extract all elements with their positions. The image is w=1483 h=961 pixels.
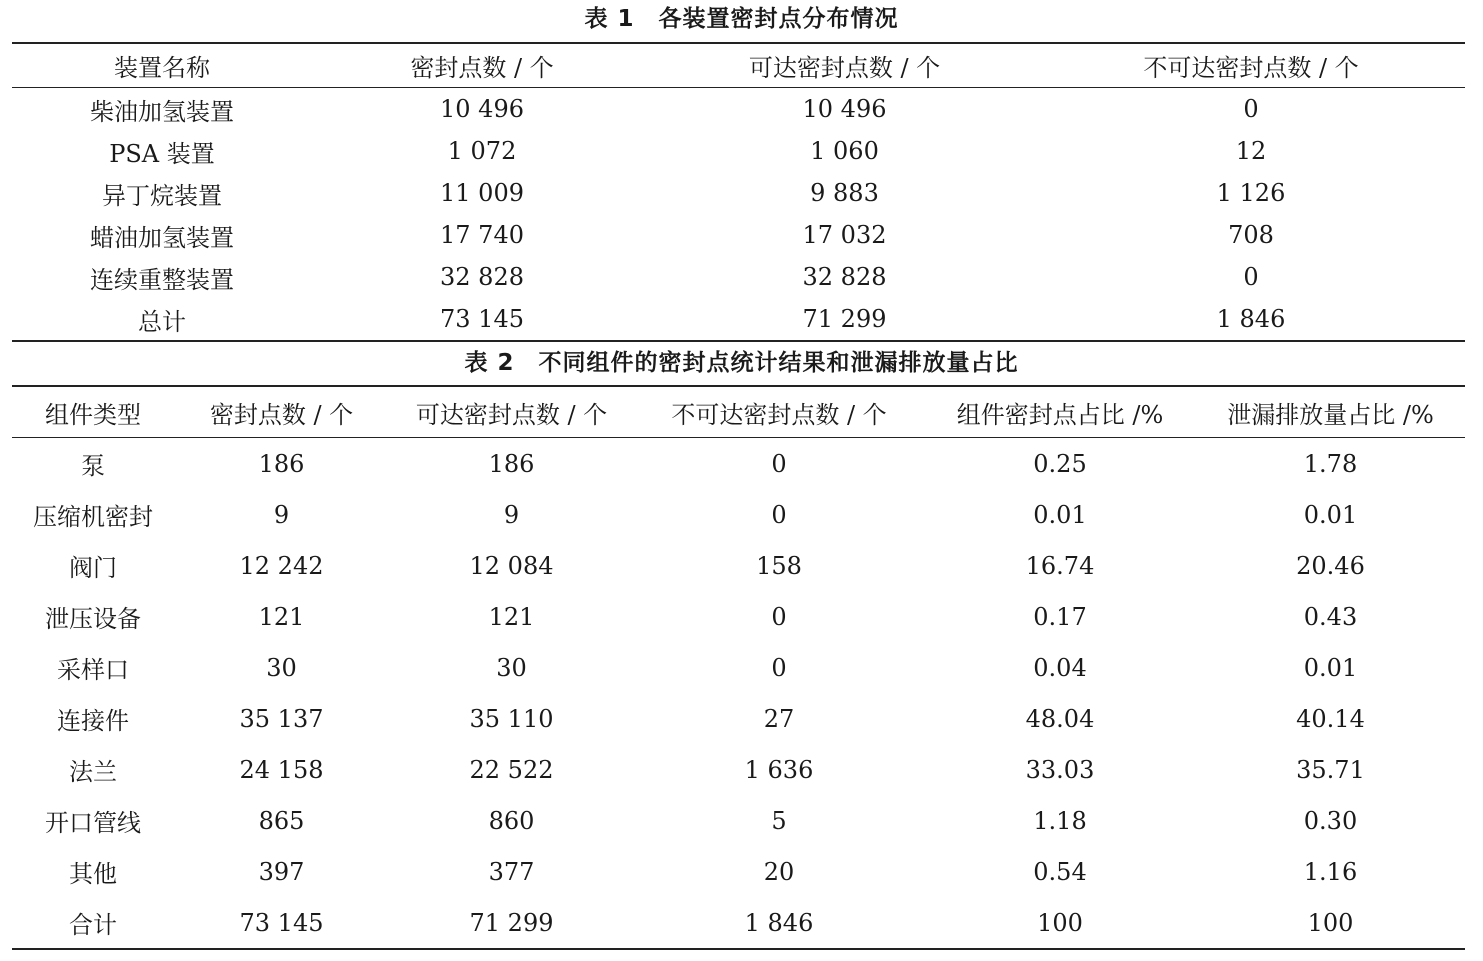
component-seal-points-table bbox=[12, 385, 1465, 950]
table-cell: 186 bbox=[258, 449, 305, 478]
table-row bbox=[12, 540, 1465, 591]
table-row bbox=[12, 88, 1465, 131]
table-cell: 10 496 bbox=[802, 95, 887, 123]
table-cell: 32 828 bbox=[802, 263, 887, 291]
table-cell: 0.01 bbox=[1303, 500, 1358, 529]
table-cell: 0.17 bbox=[1033, 602, 1087, 631]
table-cell: 0 bbox=[771, 500, 787, 529]
table-cell: 0.25 bbox=[1033, 449, 1087, 478]
table-cell: 0.43 bbox=[1303, 602, 1358, 631]
table-cell: 40.14 bbox=[1296, 704, 1365, 733]
table-cell: 0.01 bbox=[1033, 500, 1087, 529]
table-total-row bbox=[12, 897, 1465, 949]
table-cell: 柴油加氢装置 bbox=[90, 97, 234, 126]
table-cell: 1 846 bbox=[1216, 305, 1286, 333]
table-cell: 48.04 bbox=[1025, 704, 1095, 733]
table-cell: 22 522 bbox=[469, 755, 554, 784]
table-header-row bbox=[12, 43, 1465, 88]
table-cell: 12 bbox=[1235, 137, 1267, 165]
table-cell: PSA 装置 bbox=[109, 139, 215, 168]
table-cell: 30 bbox=[266, 653, 297, 682]
table-cell: 100 bbox=[1307, 908, 1354, 937]
table-total-row bbox=[12, 298, 1465, 341]
table-cell: 5 bbox=[771, 806, 787, 835]
table-cell: 708 bbox=[1228, 221, 1274, 249]
table-cell: 0.30 bbox=[1303, 806, 1358, 835]
table-cell: 10 496 bbox=[440, 95, 524, 123]
column-header-seal-points: 密封点数 / 个 bbox=[174, 386, 389, 438]
table-row bbox=[12, 214, 1465, 256]
table-cell: 阀门 bbox=[69, 554, 117, 582]
column-header-leak-emission-share: 泄漏排放量占比 /% bbox=[1196, 386, 1465, 438]
table-cell: 186 bbox=[488, 449, 535, 478]
table-cell: 73 145 bbox=[440, 305, 524, 333]
table-cell: 0 bbox=[771, 602, 787, 631]
table-cell: 9 883 bbox=[810, 179, 879, 207]
column-header-component-type: 组件类型 bbox=[12, 386, 174, 438]
table2-caption: 表 2 不同组件的密封点统计结果和泄漏排放量占比 bbox=[464, 350, 1019, 376]
table-cell: 总计 bbox=[138, 307, 186, 336]
table-row bbox=[12, 642, 1465, 693]
column-header-seal-point-share: 组件密封点占比 /% bbox=[924, 386, 1196, 438]
table-cell: 11 009 bbox=[440, 179, 524, 207]
table-cell: 860 bbox=[488, 806, 535, 835]
column-header-inaccessible-seal-points: 不可达密封点数 / 个 bbox=[1037, 43, 1465, 88]
table-cell: 33.03 bbox=[1025, 755, 1095, 784]
table-cell: 压缩机密封 bbox=[33, 503, 153, 531]
table-cell: 连接件 bbox=[57, 707, 129, 735]
table-cell: 蜡油加氢装置 bbox=[90, 223, 234, 252]
table-cell: 1.18 bbox=[1033, 806, 1087, 835]
table-cell: 35 137 bbox=[239, 704, 324, 733]
column-header-accessible-seal-points: 可达密封点数 / 个 bbox=[652, 43, 1037, 88]
table-cell: 30 bbox=[496, 653, 527, 682]
table-cell: 73 145 bbox=[239, 908, 324, 937]
table-cell: 20.46 bbox=[1296, 551, 1365, 580]
table-cell: 0.54 bbox=[1033, 857, 1087, 886]
device-seal-points-table bbox=[12, 42, 1465, 342]
table-cell: 泵 bbox=[81, 452, 105, 480]
table-cell: 9 bbox=[503, 500, 520, 529]
table-cell: 121 bbox=[488, 602, 535, 631]
table-row bbox=[12, 846, 1465, 897]
table-cell: 71 299 bbox=[802, 305, 887, 333]
table-row bbox=[12, 693, 1465, 744]
table-row bbox=[12, 591, 1465, 642]
table-row bbox=[12, 438, 1465, 490]
table-cell: 12 084 bbox=[469, 551, 554, 580]
table-header-row bbox=[12, 386, 1465, 438]
table-row bbox=[12, 744, 1465, 795]
table-cell: 20 bbox=[763, 857, 795, 886]
table-cell: 0 bbox=[771, 653, 787, 682]
table-cell: 1 846 bbox=[744, 908, 814, 937]
table1-caption: 表 1 各装置密封点分布情况 bbox=[584, 6, 899, 32]
table-cell: 1 060 bbox=[810, 137, 879, 165]
table-cell: 0.04 bbox=[1033, 653, 1087, 682]
table-cell: 27 bbox=[763, 704, 795, 733]
table-cell: 1 072 bbox=[447, 137, 517, 165]
column-header-accessible-seal-points: 可达密封点数 / 个 bbox=[389, 386, 634, 438]
column-header-inaccessible-seal-points: 不可达密封点数 / 个 bbox=[634, 386, 924, 438]
table-cell: 377 bbox=[488, 857, 535, 886]
table-cell: 0 bbox=[1243, 95, 1259, 123]
table-cell: 开口管线 bbox=[45, 809, 141, 837]
table-cell: 32 828 bbox=[440, 263, 524, 291]
table-cell: 合计 bbox=[69, 911, 117, 939]
column-header-device-name: 装置名称 bbox=[12, 43, 312, 88]
table-cell: 1 126 bbox=[1216, 179, 1286, 207]
table-cell: 24 158 bbox=[239, 755, 324, 784]
table-cell: 其他 bbox=[69, 860, 117, 888]
table-cell: 0.01 bbox=[1303, 653, 1358, 682]
table-cell: 16.74 bbox=[1025, 551, 1095, 580]
table-cell: 397 bbox=[258, 857, 305, 886]
table-cell: 17 032 bbox=[802, 221, 887, 249]
table-cell: 连续重整装置 bbox=[90, 265, 234, 294]
table-cell: 12 242 bbox=[239, 551, 324, 580]
table-cell: 71 299 bbox=[469, 908, 554, 937]
table-cell: 1.16 bbox=[1303, 857, 1358, 886]
table-cell: 100 bbox=[1037, 908, 1083, 937]
table-cell: 异丁烷装置 bbox=[102, 181, 222, 210]
table-cell: 35 110 bbox=[469, 704, 554, 733]
table-cell: 865 bbox=[258, 806, 305, 835]
table-cell: 1 636 bbox=[744, 755, 814, 784]
table-row bbox=[12, 489, 1465, 540]
table-cell: 采样口 bbox=[57, 656, 129, 684]
table-row bbox=[12, 130, 1465, 172]
table-cell: 121 bbox=[258, 602, 305, 631]
table-cell: 0 bbox=[1243, 263, 1259, 291]
table-cell: 9 bbox=[273, 500, 290, 529]
table-cell: 158 bbox=[756, 551, 802, 580]
column-header-seal-points: 密封点数 / 个 bbox=[312, 43, 652, 88]
table-cell: 0 bbox=[771, 449, 787, 478]
table-cell: 35.71 bbox=[1296, 755, 1365, 784]
table-cell: 泄压设备 bbox=[45, 605, 141, 633]
table-cell: 17 740 bbox=[440, 221, 524, 249]
table-cell: 1.78 bbox=[1303, 449, 1358, 478]
table-row bbox=[12, 795, 1465, 846]
table-row bbox=[12, 256, 1465, 298]
table-row bbox=[12, 172, 1465, 214]
table-cell: 法兰 bbox=[69, 758, 117, 786]
